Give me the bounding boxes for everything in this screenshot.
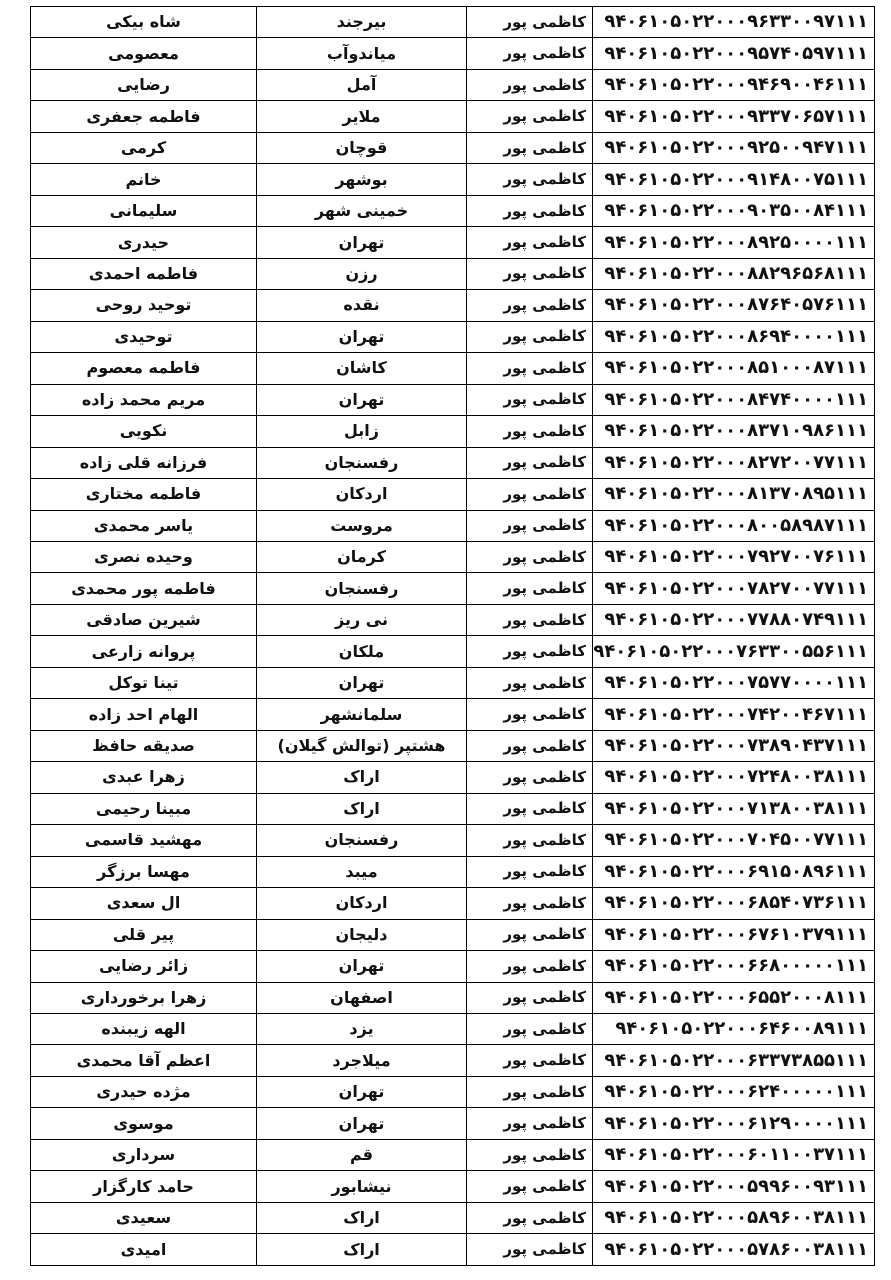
city-cell: تهران bbox=[257, 384, 467, 415]
owner-cell: کاظمی پور bbox=[467, 1171, 593, 1202]
city-cell: قوچان bbox=[257, 132, 467, 163]
name-cell: مبینا رحیمی bbox=[31, 793, 257, 824]
city-cell: مروست bbox=[257, 510, 467, 541]
name-cell: نکویی bbox=[31, 416, 257, 447]
table-row bbox=[31, 1139, 875, 1170]
name-cell: امیدی bbox=[31, 1234, 257, 1266]
city-cell: ملایر bbox=[257, 101, 467, 132]
city-cell: خمینی شهر bbox=[257, 195, 467, 226]
name-cell: فاطمه معصوم bbox=[31, 353, 257, 384]
number-cell: ۹۴۰۶۱۰۵۰۲۲۰۰۰۶۱۲۹۰۰۰۰۱۱۱ bbox=[593, 1108, 875, 1139]
number-cell: ۹۴۰۶۱۰۵۰۲۲۰۰۰۸۵۱۰۰۰۸۷۱۱۱ bbox=[593, 353, 875, 384]
city-cell: یزد bbox=[257, 1014, 467, 1045]
table-row bbox=[31, 919, 875, 950]
table-row bbox=[31, 510, 875, 541]
owner-cell: کاظمی پور bbox=[467, 730, 593, 761]
city-cell: میلاجرد bbox=[257, 1045, 467, 1076]
table-row bbox=[31, 447, 875, 478]
city-cell: اراک bbox=[257, 1234, 467, 1266]
table-row bbox=[31, 888, 875, 919]
city-cell: تهران bbox=[257, 321, 467, 352]
name-cell: موسوی bbox=[31, 1108, 257, 1139]
owner-cell: کاظمی پور bbox=[467, 825, 593, 856]
name-cell: سلیمانی bbox=[31, 195, 257, 226]
table-row bbox=[31, 353, 875, 384]
number-cell: ۹۴۰۶۱۰۵۰۲۲۰۰۰۶۴۶۰۰۸۹۱۱۱ bbox=[593, 1014, 875, 1045]
table-row bbox=[31, 7, 875, 38]
name-cell: زهرا عبدی bbox=[31, 762, 257, 793]
table-row bbox=[31, 1234, 875, 1266]
name-cell: شاه بیکی bbox=[31, 7, 257, 38]
number-cell: ۹۴۰۶۱۰۵۰۲۲۰۰۰۵۷۸۶۰۰۳۸۱۱۱ bbox=[593, 1234, 875, 1266]
city-cell: تهران bbox=[257, 1076, 467, 1107]
city-cell: رفسنجان bbox=[257, 447, 467, 478]
owner-cell: کاظمی پور bbox=[467, 321, 593, 352]
city-cell: نی ریز bbox=[257, 604, 467, 635]
name-cell: فاطمه پور محمدی bbox=[31, 573, 257, 604]
city-cell: تهران bbox=[257, 227, 467, 258]
number-cell: ۹۴۰۶۱۰۵۰۲۲۰۰۰۶۳۳۷۳۸۵۵۱۱۱ bbox=[593, 1045, 875, 1076]
owner-cell: کاظمی پور bbox=[467, 1234, 593, 1266]
owner-cell: کاظمی پور bbox=[467, 164, 593, 195]
number-cell: ۹۴۰۶۱۰۵۰۲۲۰۰۰۸۰۰۵۸۹۸۷۱۱۱ bbox=[593, 510, 875, 541]
owner-cell: کاظمی پور bbox=[467, 1139, 593, 1170]
name-cell: پروانه زارعی bbox=[31, 636, 257, 667]
table-row bbox=[31, 195, 875, 226]
name-cell: وحیده نصری bbox=[31, 541, 257, 572]
number-cell: ۹۴۰۶۱۰۵۰۲۲۰۰۰۷۳۸۹۰۴۳۷۱۱۱ bbox=[593, 730, 875, 761]
name-cell: حامد کارگزار bbox=[31, 1171, 257, 1202]
owner-cell: کاظمی پور bbox=[467, 604, 593, 635]
table-row bbox=[31, 164, 875, 195]
owner-cell: کاظمی پور bbox=[467, 982, 593, 1013]
number-cell: ۹۴۰۶۱۰۵۰۲۲۰۰۰۸۱۳۷۰۸۹۵۱۱۱ bbox=[593, 479, 875, 510]
owner-cell: کاظمی پور bbox=[467, 573, 593, 604]
city-cell: زابل bbox=[257, 416, 467, 447]
owner-cell: کاظمی پور bbox=[467, 479, 593, 510]
table-row bbox=[31, 762, 875, 793]
table-row bbox=[31, 951, 875, 982]
owner-cell: کاظمی پور bbox=[467, 888, 593, 919]
city-cell: نقده bbox=[257, 290, 467, 321]
city-cell: سلمانشهر bbox=[257, 699, 467, 730]
owner-cell: کاظمی پور bbox=[467, 1202, 593, 1233]
number-cell: ۹۴۰۶۱۰۵۰۲۲۰۰۰۶۹۱۵۰۸۹۶۱۱۱ bbox=[593, 856, 875, 887]
number-cell: ۹۴۰۶۱۰۵۰۲۲۰۰۰۵۹۹۶۰۰۹۳۱۱۱ bbox=[593, 1171, 875, 1202]
number-cell: ۹۴۰۶۱۰۵۰۲۲۰۰۰۶۵۵۲۰۰۰۸۱۱۱ bbox=[593, 982, 875, 1013]
city-cell: آمل bbox=[257, 69, 467, 100]
table-row bbox=[31, 604, 875, 635]
records-table-body bbox=[31, 7, 875, 1266]
city-cell: تهران bbox=[257, 667, 467, 698]
owner-cell: کاظمی پور bbox=[467, 38, 593, 69]
name-cell: خانم bbox=[31, 164, 257, 195]
table-row bbox=[31, 1108, 875, 1139]
table-row bbox=[31, 541, 875, 572]
table-row bbox=[31, 636, 875, 667]
table-row bbox=[31, 573, 875, 604]
table-row bbox=[31, 793, 875, 824]
number-cell: ۹۴۰۶۱۰۵۰۲۲۰۰۰۸۹۲۵۰۰۰۰۱۱۱ bbox=[593, 227, 875, 258]
name-cell: فاطمه جعفری bbox=[31, 101, 257, 132]
number-cell: ۹۴۰۶۱۰۵۰۲۲۰۰۰۶۰۱۱۰۰۳۷۱۱۱ bbox=[593, 1139, 875, 1170]
table-row bbox=[31, 825, 875, 856]
number-cell: ۹۴۰۶۱۰۵۰۲۲۰۰۰۷۱۳۸۰۰۳۸۱۱۱ bbox=[593, 793, 875, 824]
number-cell: ۹۴۰۶۱۰۵۰۲۲۰۰۰۷۴۲۰۰۴۶۷۱۱۱ bbox=[593, 699, 875, 730]
name-cell: مژده حیدری bbox=[31, 1076, 257, 1107]
number-cell: ۹۴۰۶۱۰۵۰۲۲۰۰۰۹۲۵۰۰۹۴۷۱۱۱ bbox=[593, 132, 875, 163]
table-row bbox=[31, 38, 875, 69]
table-row bbox=[31, 384, 875, 415]
number-cell: ۹۴۰۶۱۰۵۰۲۲۰۰۰۹۱۴۸۰۰۷۵۱۱۱ bbox=[593, 164, 875, 195]
number-cell: ۹۴۰۶۱۰۵۰۲۲۰۰۰۹۶۳۳۰۰۹۷۱۱۱ bbox=[593, 7, 875, 38]
owner-cell: کاظمی پور bbox=[467, 793, 593, 824]
table-row bbox=[31, 1045, 875, 1076]
number-cell: ۹۴۰۶۱۰۵۰۲۲۰۰۰۹۳۳۷۰۶۵۷۱۱۱ bbox=[593, 101, 875, 132]
table-row bbox=[31, 132, 875, 163]
table-row bbox=[31, 290, 875, 321]
table-row bbox=[31, 258, 875, 289]
records-sheet bbox=[30, 6, 868, 1266]
name-cell: مریم محمد زاده bbox=[31, 384, 257, 415]
owner-cell: کاظمی پور bbox=[467, 699, 593, 730]
city-cell: میاندوآب bbox=[257, 38, 467, 69]
table-row bbox=[31, 982, 875, 1013]
city-cell: تهران bbox=[257, 951, 467, 982]
owner-cell: کاظمی پور bbox=[467, 101, 593, 132]
name-cell: مهسا برزگر bbox=[31, 856, 257, 887]
table-row bbox=[31, 1171, 875, 1202]
city-cell: اردکان bbox=[257, 479, 467, 510]
city-cell: رزن bbox=[257, 258, 467, 289]
table-row bbox=[31, 856, 875, 887]
owner-cell: کاظمی پور bbox=[467, 636, 593, 667]
name-cell: پیر قلی bbox=[31, 919, 257, 950]
number-cell: ۹۴۰۶۱۰۵۰۲۲۰۰۰۸۴۷۴۰۰۰۰۱۱۱ bbox=[593, 384, 875, 415]
name-cell: توحید روحی bbox=[31, 290, 257, 321]
name-cell: یاسر محمدی bbox=[31, 510, 257, 541]
number-cell: ۹۴۰۶۱۰۵۰۲۲۰۰۰۷۸۲۷۰۰۷۷۱۱۱ bbox=[593, 573, 875, 604]
name-cell: اعظم آقا محمدی bbox=[31, 1045, 257, 1076]
table-row bbox=[31, 730, 875, 761]
owner-cell: کاظمی پور bbox=[467, 1014, 593, 1045]
name-cell: کرمی bbox=[31, 132, 257, 163]
name-cell: سعیدی bbox=[31, 1202, 257, 1233]
number-cell: ۹۴۰۶۱۰۵۰۲۲۰۰۰۸۸۲۹۶۵۶۸۱۱۱ bbox=[593, 258, 875, 289]
city-cell: میبد bbox=[257, 856, 467, 887]
owner-cell: کاظمی پور bbox=[467, 510, 593, 541]
table-row bbox=[31, 101, 875, 132]
name-cell: مهشید قاسمی bbox=[31, 825, 257, 856]
city-cell: بیرجند bbox=[257, 7, 467, 38]
number-cell: ۹۴۰۶۱۰۵۰۲۲۰۰۰۶۶۸۰۰۰۰۰۱۱۱ bbox=[593, 951, 875, 982]
owner-cell: کاظمی پور bbox=[467, 195, 593, 226]
owner-cell: کاظمی پور bbox=[467, 951, 593, 982]
city-cell: دلیجان bbox=[257, 919, 467, 950]
name-cell: توحیدی bbox=[31, 321, 257, 352]
name-cell: فاطمه مختاری bbox=[31, 479, 257, 510]
name-cell: زائر رضایی bbox=[31, 951, 257, 982]
name-cell: حیدری bbox=[31, 227, 257, 258]
number-cell: ۹۴۰۶۱۰۵۰۲۲۰۰۰۶۸۵۴۰۷۳۶۱۱۱ bbox=[593, 888, 875, 919]
city-cell: هشتپر (توالش گیلان) bbox=[257, 730, 467, 761]
name-cell: سرداری bbox=[31, 1139, 257, 1170]
city-cell: اصفهان bbox=[257, 982, 467, 1013]
table-row bbox=[31, 416, 875, 447]
number-cell: ۹۴۰۶۱۰۵۰۲۲۰۰۰۶۷۶۱۰۳۷۹۱۱۱ bbox=[593, 919, 875, 950]
city-cell: اراک bbox=[257, 762, 467, 793]
name-cell: زهرا برخورداری bbox=[31, 982, 257, 1013]
city-cell: اراک bbox=[257, 1202, 467, 1233]
name-cell: فاطمه احمدی bbox=[31, 258, 257, 289]
number-cell: ۹۴۰۶۱۰۵۰۲۲۰۰۰۹۰۳۵۰۰۸۴۱۱۱ bbox=[593, 195, 875, 226]
owner-cell: کاظمی پور bbox=[467, 7, 593, 38]
owner-cell: کاظمی پور bbox=[467, 384, 593, 415]
table-row bbox=[31, 321, 875, 352]
owner-cell: کاظمی پور bbox=[467, 856, 593, 887]
owner-cell: کاظمی پور bbox=[467, 1045, 593, 1076]
city-cell: کاشان bbox=[257, 353, 467, 384]
owner-cell: کاظمی پور bbox=[467, 258, 593, 289]
name-cell: رضایی bbox=[31, 69, 257, 100]
city-cell: تهران bbox=[257, 1108, 467, 1139]
number-cell: ۹۴۰۶۱۰۵۰۲۲۰۰۰۷۹۲۷۰۰۷۶۱۱۱ bbox=[593, 541, 875, 572]
name-cell: الهه زیبنده bbox=[31, 1014, 257, 1045]
city-cell: کرمان bbox=[257, 541, 467, 572]
name-cell: الهام احد زاده bbox=[31, 699, 257, 730]
table-row bbox=[31, 1202, 875, 1233]
owner-cell: کاظمی پور bbox=[467, 69, 593, 100]
city-cell: رفسنجان bbox=[257, 573, 467, 604]
number-cell: ۹۴۰۶۱۰۵۰۲۲۰۰۰۸۲۷۲۰۰۷۷۱۱۱ bbox=[593, 447, 875, 478]
owner-cell: کاظمی پور bbox=[467, 290, 593, 321]
table-row bbox=[31, 667, 875, 698]
owner-cell: کاظمی پور bbox=[467, 1076, 593, 1107]
city-cell: رفسنجان bbox=[257, 825, 467, 856]
name-cell: فرزانه قلی زاده bbox=[31, 447, 257, 478]
city-cell: بوشهر bbox=[257, 164, 467, 195]
owner-cell: کاظمی پور bbox=[467, 416, 593, 447]
number-cell: ۹۴۰۶۱۰۵۰۲۲۰۰۰۸۶۹۴۰۰۰۰۱۱۱ bbox=[593, 321, 875, 352]
name-cell: شیرین صادقی bbox=[31, 604, 257, 635]
owner-cell: کاظمی پور bbox=[467, 762, 593, 793]
name-cell: ال سعدی bbox=[31, 888, 257, 919]
owner-cell: کاظمی پور bbox=[467, 1108, 593, 1139]
owner-cell: کاظمی پور bbox=[467, 353, 593, 384]
number-cell: ۹۴۰۶۱۰۵۰۲۲۰۰۰۵۸۹۶۰۰۳۸۱۱۱ bbox=[593, 1202, 875, 1233]
number-cell: ۹۴۰۶۱۰۵۰۲۲۰۰۰۸۷۶۴۰۵۷۶۱۱۱ bbox=[593, 290, 875, 321]
table-row bbox=[31, 1014, 875, 1045]
city-cell: اراک bbox=[257, 793, 467, 824]
table-row bbox=[31, 227, 875, 258]
owner-cell: کاظمی پور bbox=[467, 541, 593, 572]
number-cell: ۹۴۰۶۱۰۵۰۲۲۰۰۰۷۲۴۸۰۰۳۸۱۱۱ bbox=[593, 762, 875, 793]
owner-cell: کاظمی پور bbox=[467, 227, 593, 258]
number-cell: ۹۴۰۶۱۰۵۰۲۲۰۰۰۶۲۴۰۰۰۰۰۱۱۱ bbox=[593, 1076, 875, 1107]
owner-cell: کاظمی پور bbox=[467, 447, 593, 478]
number-cell: ۹۴۰۶۱۰۵۰۲۲۰۰۰۷۵۷۷۰۰۰۰۱۱۱ bbox=[593, 667, 875, 698]
number-cell: ۹۴۰۶۱۰۵۰۲۲۰۰۰۷۰۴۵۰۰۷۷۱۱۱ bbox=[593, 825, 875, 856]
number-cell: ۹۴۰۶۱۰۵۰۲۲۰۰۰۸۳۷۱۰۹۸۶۱۱۱ bbox=[593, 416, 875, 447]
records-table bbox=[30, 6, 875, 1266]
table-row bbox=[31, 69, 875, 100]
city-cell: نیشابور bbox=[257, 1171, 467, 1202]
table-row bbox=[31, 699, 875, 730]
number-cell: ۹۴۰۶۱۰۵۰۲۲۰۰۰۷۶۳۳۰۰۵۵۶۱۱۱ bbox=[593, 636, 875, 667]
name-cell: صدیقه حافظ bbox=[31, 730, 257, 761]
owner-cell: کاظمی پور bbox=[467, 132, 593, 163]
city-cell: ملکان bbox=[257, 636, 467, 667]
city-cell: اردکان bbox=[257, 888, 467, 919]
table-row bbox=[31, 1076, 875, 1107]
number-cell: ۹۴۰۶۱۰۵۰۲۲۰۰۰۷۷۸۸۰۷۴۹۱۱۱ bbox=[593, 604, 875, 635]
name-cell: تینا توکل bbox=[31, 667, 257, 698]
owner-cell: کاظمی پور bbox=[467, 667, 593, 698]
name-cell: معصومی bbox=[31, 38, 257, 69]
owner-cell: کاظمی پور bbox=[467, 919, 593, 950]
table-row bbox=[31, 479, 875, 510]
number-cell: ۹۴۰۶۱۰۵۰۲۲۰۰۰۹۵۷۴۰۵۹۷۱۱۱ bbox=[593, 38, 875, 69]
number-cell: ۹۴۰۶۱۰۵۰۲۲۰۰۰۹۴۶۹۰۰۴۶۱۱۱ bbox=[593, 69, 875, 100]
city-cell: قم bbox=[257, 1139, 467, 1170]
